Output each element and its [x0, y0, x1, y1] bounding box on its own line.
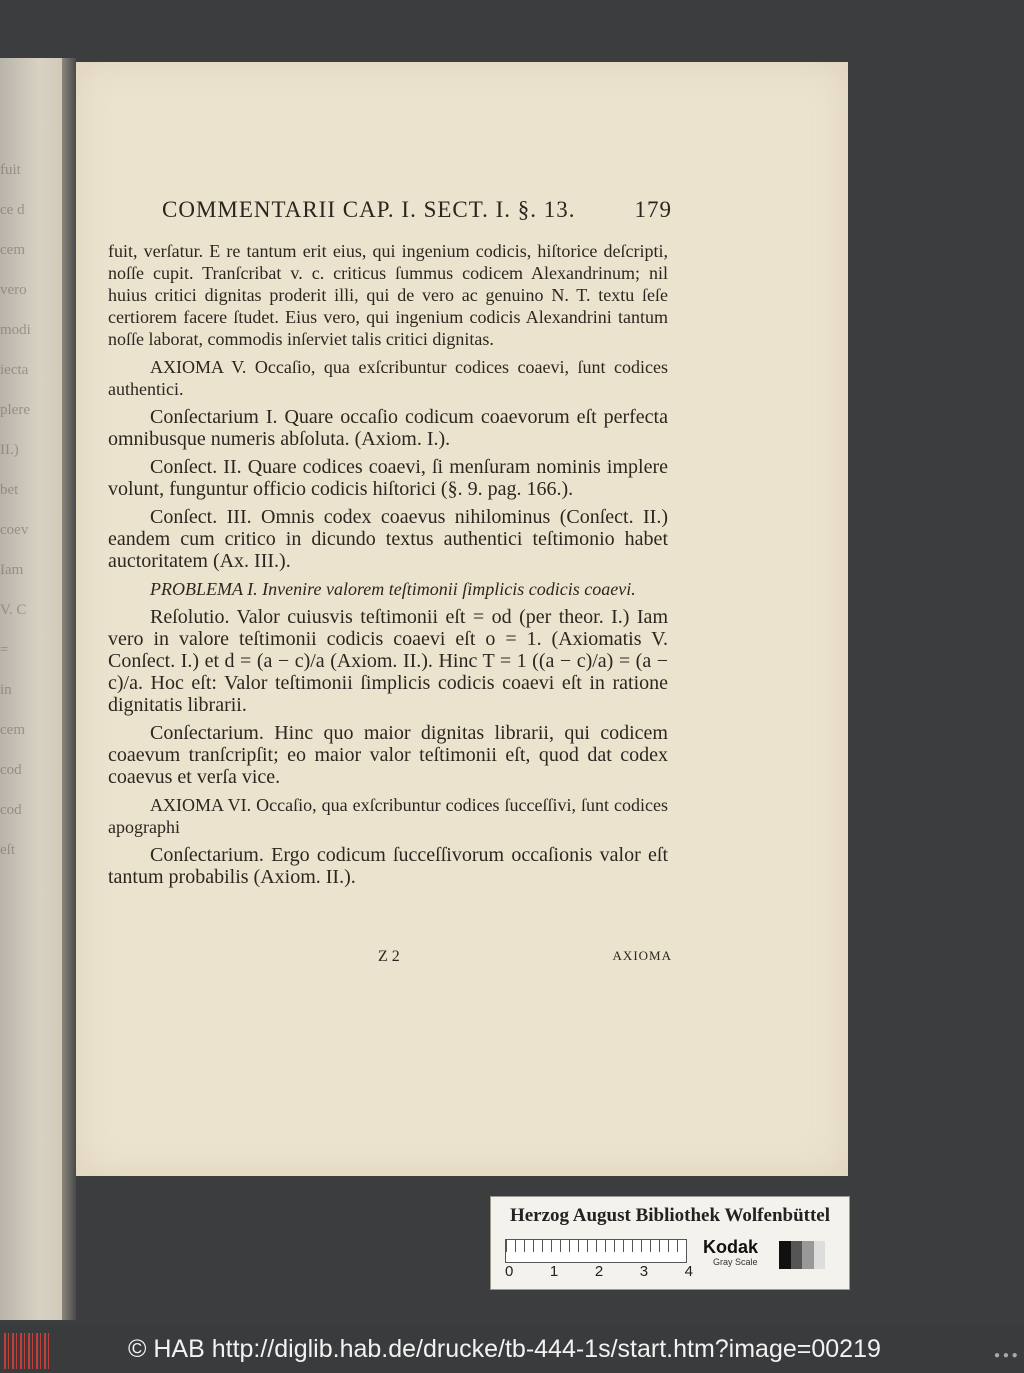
facing-page-fragment: cem: [0, 242, 25, 258]
paragraph-consect-2: Conſect. II. Quare codices coaevi, ſi menſuram nominis implere volunt, funguntur officio codicis hiſtorici (§. 9. pag. 166.).: [108, 456, 668, 500]
gutter-shadow: [62, 58, 76, 1320]
ruler-num: 2: [594, 1263, 604, 1280]
source-url[interactable]: © HAB http://diglib.hab.de/drucke/tb-444-1s/start.htm?image=00219: [128, 1335, 881, 1363]
paragraph-consectarium: Conſectarium. Hinc quo maior dignitas librarii, qui codicem coaevum tranſcripſit; eo maior valor teſtimonii eſt, quod dat codex coaevus et verſa vice.: [108, 722, 668, 788]
facing-page-fragment: =: [0, 642, 9, 658]
catchword: AXIOMA: [612, 948, 672, 963]
facing-page-fragment: cod: [0, 762, 22, 778]
paragraph-consectarium-final: Conſectarium. Ergo codicum ſucceſſivorum occaſionis valor eſt tantum probabilis (Axiom. II.).: [108, 844, 668, 888]
facing-page-fragment: vero: [0, 282, 27, 298]
facing-page-fragment: ce d: [0, 202, 25, 218]
page-number: 179: [634, 197, 672, 222]
facing-page-fragments: [0, 150, 66, 870]
kodak-logo: Kodak: [703, 1237, 759, 1257]
paragraph-axioma-vi: AXIOMA VI. Occaſio, qua exſcribuntur codices ſucceſſivi, ſunt codices apographi: [108, 795, 668, 837]
paragraph-resolutio: Reſolutio. Valor cuiusvis teſtimonii eſt = od (per theor. I.) Iam vero in valore teſtimonii codicis coaevi eſt o = 1. (Axiomatis V. Conſect. I.) et d = (a − c)/a (Axiom. II.). Hinc T = 1 ((a − c)/a) = (a − c)/a. Hoc eſt: Valor teſtimonii ſimplicis codicis coaevi eſt in ratione dignitatis librarii.: [108, 606, 668, 716]
gray-scale-label: Gray Scale: [713, 1257, 758, 1267]
facing-page-fragment: coev: [0, 522, 29, 538]
facing-page-fragment: fuit: [0, 162, 21, 178]
paragraph-consectarium-1: Conſectarium I. Quare occaſio codicum coaevorum eſt perfecta omnibusque numeris abſoluta. (Axiom. I.).: [108, 406, 668, 450]
paragraph-intro: fuit, verſatur. E re tantum erit eius, qui ingenium codicis, hiſtorice deſcripti, noſſe cupit. Tranſcribat v. c. criticus ſummus codicem Alexandrinum; nil huius critici dignitas proderit illi, qui de vero ac genuino N. T. textu ſeſe certiorem facere ſtudet. Eius vero, qui ingenium codicis Alexandrini tantum noſſe laborat, commodis inſerviet talis critici dignitas.: [108, 241, 668, 349]
ruler-num: 3: [639, 1263, 649, 1280]
hab-barcode-icon: [4, 1333, 50, 1369]
ruler-num: 0: [505, 1263, 514, 1280]
facing-page-fragment: iecta: [0, 362, 29, 378]
facing-page-fragment: plere: [0, 402, 30, 418]
color-calibration-card: [490, 1196, 850, 1290]
facing-page-fragment: in: [0, 682, 12, 698]
ruler-ticks: [506, 1240, 686, 1252]
facing-page-fragment: bet: [0, 482, 19, 498]
dots-icon: ● ● ●: [994, 1350, 1018, 1361]
facing-page-fragment: eſt: [0, 842, 15, 858]
ruler-numbers: [505, 1263, 693, 1280]
running-head: [162, 197, 672, 223]
facing-page-fragment: modi: [0, 322, 31, 338]
running-head-title: COMMENTARII CAP. I. SECT. I. §. 13.: [162, 197, 576, 222]
facing-page-fragment: V. C: [0, 602, 27, 618]
facing-page-fragment: cem: [0, 722, 25, 738]
ruler-num: 1: [549, 1263, 559, 1280]
page-body: [108, 240, 668, 894]
facing-page-fragment: Iam: [0, 562, 24, 578]
facing-page-fragment: cod: [0, 802, 22, 818]
scale-ruler: [505, 1239, 687, 1263]
paragraph-consect-3: Conſect. III. Omnis codex coaevus nihilominus (Conſect. II.) eandem cum critico in dicundo textus authentici teſtimonio habet auctoritatem (Ax. III.).: [108, 506, 668, 572]
card-title: Herzog August Bibliothek Wolfenbüttel: [509, 1205, 831, 1226]
facing-page-fragment: II.): [0, 442, 19, 458]
paragraph-axioma-v: AXIOMA V. Occaſio, qua exſcribuntur codices coaevi, ſunt codices authentici.: [108, 357, 668, 399]
ruler-num: 4: [684, 1263, 693, 1280]
gray-swatches: [779, 1241, 825, 1269]
paragraph-problema-1: PROBLEMA I. Invenire valorem teſtimonii ſimplicis codicis coaevi.: [150, 579, 636, 599]
signature-mark: Z 2: [378, 948, 400, 965]
